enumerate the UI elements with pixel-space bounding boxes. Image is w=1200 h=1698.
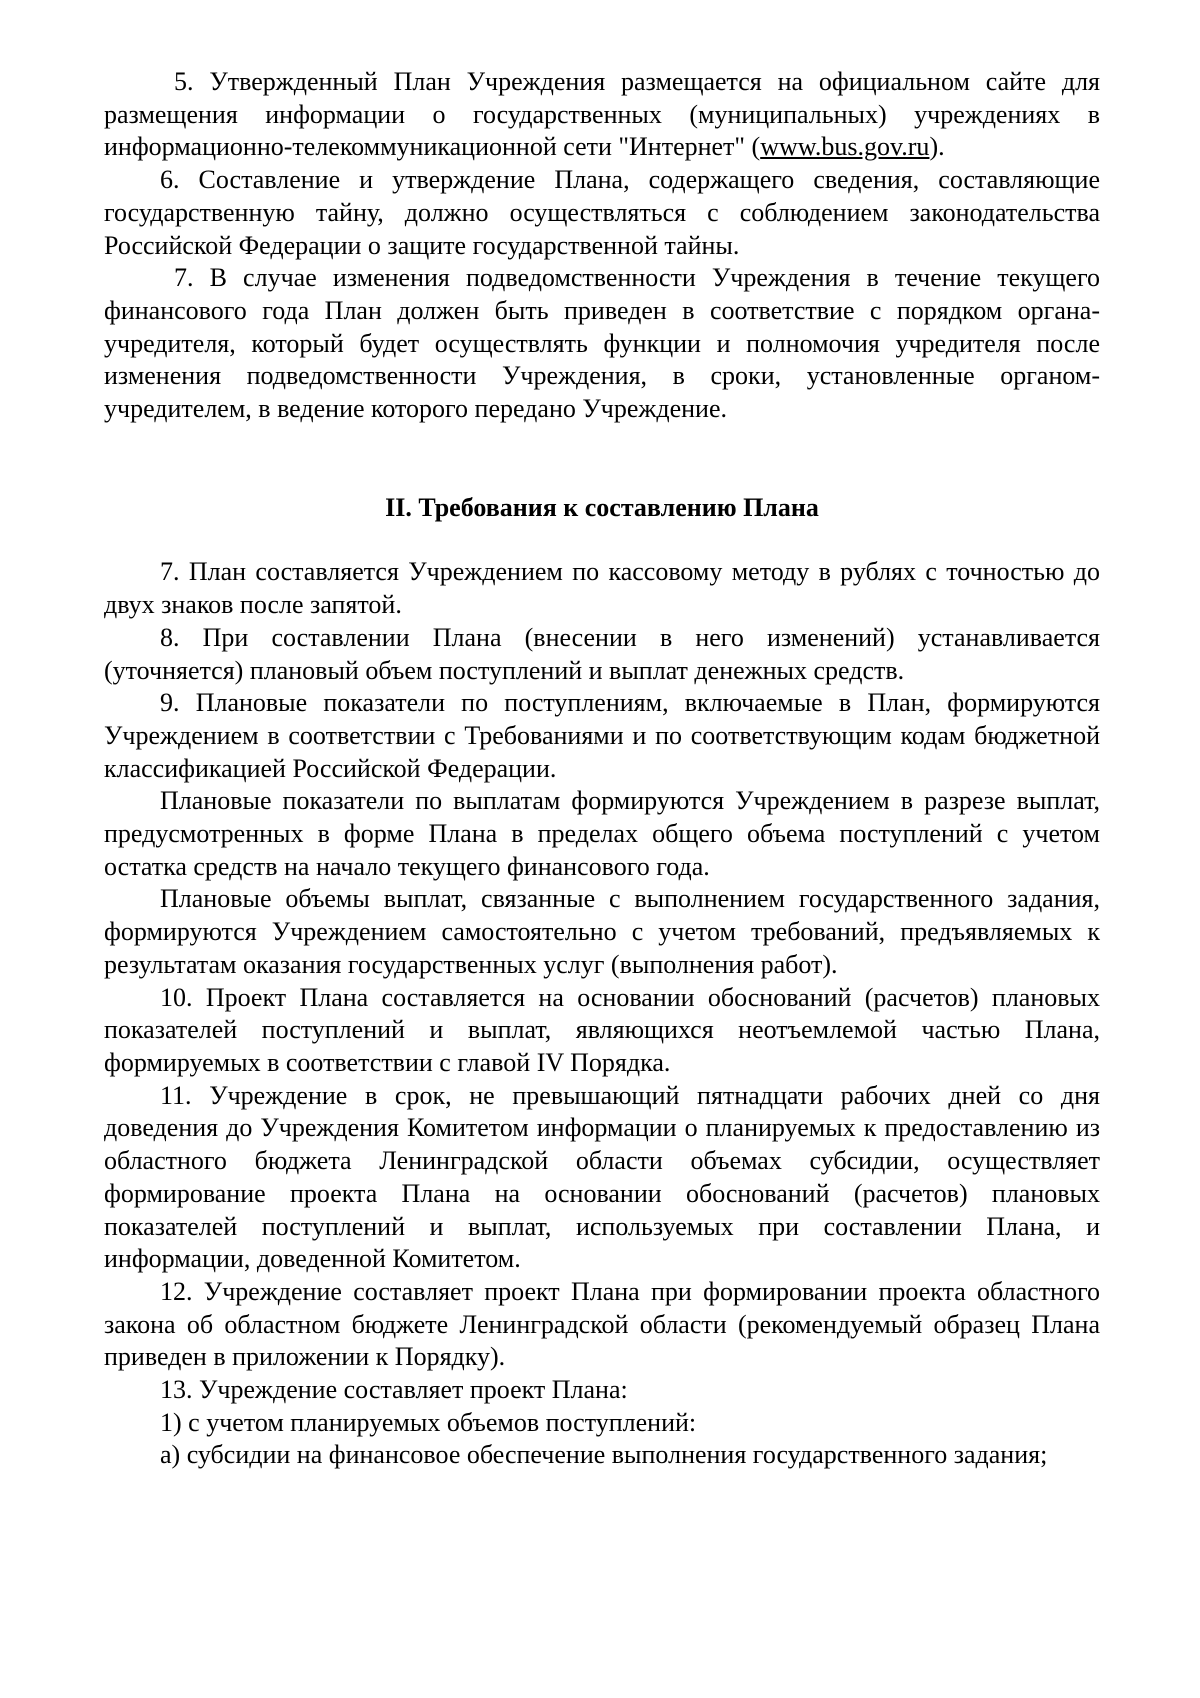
section-heading: II. Требования к составлению Плана bbox=[385, 492, 819, 522]
paragraph-11: 11. Учреждение в срок, не превышающий пятнадцати рабочих дней со дня доведения до Учреждения Комитетом информации о планируемых к предоставлению из областного бюджета Ленинградской области объемах субсидии, осуществляет формирование проекта Плана на основании обоснований (расчетов) плановых показателей поступлений и выплат, используемых при составлении Плана, и информации, доведенной Комитетом. bbox=[104, 1080, 1100, 1274]
paragraph-7-section2: 7. План составляется Учреждением по кассовому методу в рублях с точностью до двух знаков после запятой. bbox=[104, 557, 1100, 620]
paragraph-8: 8. При составлении Плана (внесении в него изменений) устанавливается (уточняется) плановый объем поступлений и выплат денежных средств. bbox=[104, 622, 1100, 685]
paragraph-5 bbox=[104, 66, 1100, 164]
paragraph-7-section1: 7. В случае изменения подведомственности Учреждения в течение текущего финансового года План должен быть приведен в соответствие с порядком органа-учредителя, который будет осуществлять функции и полномочия учредителя после изменения подведомственности Учреждения, в сроки, установленные органом-учредителем, в ведение которого передано Учреждение. bbox=[104, 263, 1100, 424]
paragraph-6: 6. Составление и утверждение Плана, содержащего сведения, составляющие государственную тайну, должно осуществляться с соблюдением законодательства Российской Федерации о защите государственной тайны. bbox=[104, 165, 1100, 260]
list-item-a: а) субсидии на финансовое обеспечение выполнения государственного задания; bbox=[160, 1440, 1048, 1470]
paragraph-5-text: 5. Утвержденный План Учреждения размещается на официальном сайте для размещения информации о государственных (муниципальных) учреждениях в информационно-телекоммуникационной сети "Интернет" ( bbox=[104, 67, 1100, 162]
paragraph-10: 10. Проект Плана составляется на основании обоснований (расчетов) плановых показателей поступлений и выплат, являющихся неотъемлемой частью Плана, формируемых в соответствии с главой IV Порядка. bbox=[104, 982, 1100, 1077]
document-body bbox=[104, 66, 1100, 1472]
paragraph-12: 12. Учреждение составляет проект Плана при формировании проекта областного закона об областном бюджете Ленинградской области (рекомендуемый образец Плана приведен в приложении к Порядку). bbox=[104, 1276, 1100, 1372]
paragraph-5-end: ). bbox=[929, 132, 945, 162]
paragraph-9-payments: Плановые показатели по выплатам формируются Учреждением в разрезе выплат, предусмотренных в форме Плана в пределах общего объема поступлений с учетом остатка средств на начало текущего финансового года. bbox=[104, 786, 1100, 881]
paragraph-9: 9. Плановые показатели по поступлениям, включаемые в План, формируются Учреждением в соответствии с Требованиями и по соответствующим кодам бюджетной классификацией Российской Федерации. bbox=[104, 688, 1100, 783]
paragraph-9-task-payments: Плановые объемы выплат, связанные с выполнением государственного задания, формируются Учреждением самостоятельно с учетом требований, предъявляемых к результатам оказания государственных услуг (выполнения работ). bbox=[104, 884, 1100, 979]
bus-gov-link[interactable]: www.bus.gov.ru bbox=[760, 132, 930, 162]
list-item-1: 1) с учетом планируемых объемов поступлений: bbox=[160, 1407, 697, 1437]
paragraph-13: 13. Учреждение составляет проект Плана: bbox=[160, 1375, 628, 1405]
